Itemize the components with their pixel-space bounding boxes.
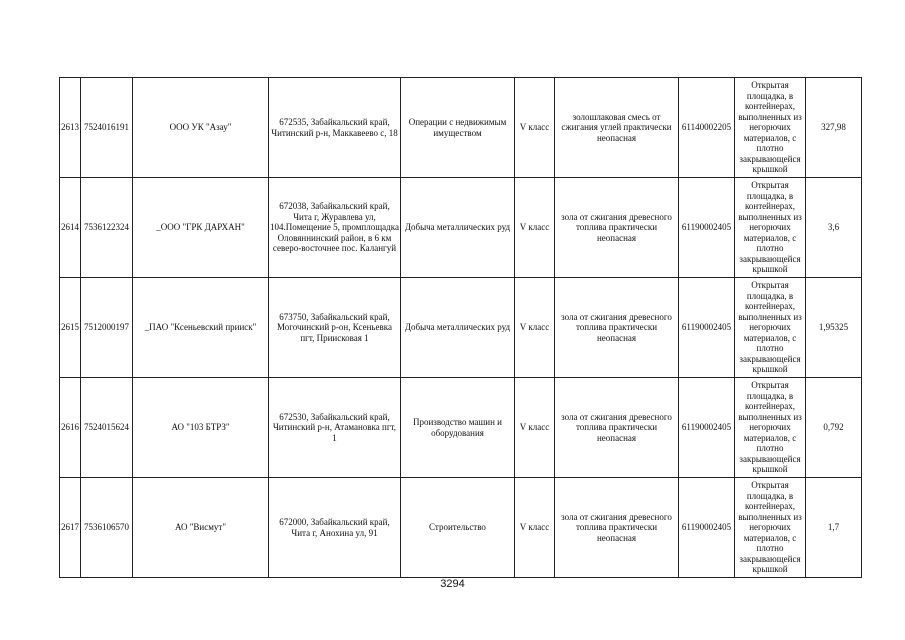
waste-code-cell: 61140002205: [679, 78, 735, 178]
activity-cell: Строительство: [401, 478, 515, 578]
table-row: [60, 378, 862, 478]
hazard-class-cell: V класс: [515, 278, 555, 378]
waste-code-cell: 61190002405: [679, 478, 735, 578]
waste-code-cell: 61190002405: [679, 178, 735, 278]
waste-name-cell: зола от сжигания древесного топлива практически неопасная: [555, 178, 679, 278]
waste-name-cell: зола от сжигания древесного топлива практически неопасная: [555, 278, 679, 378]
hazard-class-cell: V класс: [515, 378, 555, 478]
quantity-cell: 1,95325: [806, 278, 862, 378]
storage-method-cell: Открытая площадка, в контейнерах, выполненных из негорючих материалов, с плотно закрывающейся крышкой: [735, 378, 806, 478]
quantity-cell: 0,792: [806, 378, 862, 478]
storage-method-cell: Открытая площадка, в контейнерах, выполненных из негорючих материалов, с плотно закрывающейся крышкой: [735, 278, 806, 378]
inn-cell: 7524015624: [81, 378, 133, 478]
activity-cell: Операции с недвижимым имуществом: [401, 78, 515, 178]
storage-method-cell: Открытая площадка, в контейнерах, выполненных из негорючих материалов, с плотно закрывающейся крышкой: [735, 78, 806, 178]
waste-name-cell: зола от сжигания древесного топлива практически неопасная: [555, 478, 679, 578]
address-cell: 672530, Забайкальский край, Читинский р-н, Атамановка пгт, 1: [269, 378, 401, 478]
page-number: 3294: [440, 578, 465, 590]
activity-cell: Производство машин и оборудования: [401, 378, 515, 478]
table-row: [60, 478, 862, 578]
organization-cell: АО "103 БТРЗ": [133, 378, 269, 478]
activity-cell: Добыча металлических руд: [401, 278, 515, 378]
quantity-cell: 3,6: [806, 178, 862, 278]
inn-cell: 7524016191: [81, 78, 133, 178]
storage-method-cell: Открытая площадка, в контейнерах, выполненных из негорючих материалов, с плотно закрывающейся крышкой: [735, 478, 806, 578]
storage-method-cell: Открытая площадка, в контейнерах, выполненных из негорючих материалов, с плотно закрывающейся крышкой: [735, 178, 806, 278]
address-cell: 673750, Забайкальский край, Могочинский р-он, Ксеньевка пгт, Приисковая 1: [269, 278, 401, 378]
hazard-class-cell: V класс: [515, 178, 555, 278]
waste-name-cell: зола от сжигания древесного топлива практически неопасная: [555, 378, 679, 478]
hazard-class-cell: V класс: [515, 478, 555, 578]
inn-cell: 7536122324: [81, 178, 133, 278]
registry-table: [59, 77, 862, 578]
inn-cell: 7536106570: [81, 478, 133, 578]
table-row: [60, 178, 862, 278]
row-number: 2616: [60, 378, 81, 478]
row-number: 2614: [60, 178, 81, 278]
hazard-class-cell: V класс: [515, 78, 555, 178]
row-number: 2615: [60, 278, 81, 378]
activity-cell: Добыча металлических руд: [401, 178, 515, 278]
organization-cell: _ООО "ГРК ДАРХАН": [133, 178, 269, 278]
row-number: 2613: [60, 78, 81, 178]
waste-code-cell: 61190002405: [679, 378, 735, 478]
organization-cell: ООО УК "Азау": [133, 78, 269, 178]
organization-cell: АО "Висмут": [133, 478, 269, 578]
inn-cell: 7512000197: [81, 278, 133, 378]
waste-code-cell: 61190002405: [679, 278, 735, 378]
quantity-cell: 327,98: [806, 78, 862, 178]
row-number: 2617: [60, 478, 81, 578]
table-row: [60, 78, 862, 178]
address-cell: 672535, Забайкальский край, Читинский р-н, Маккавеево с, 18: [269, 78, 401, 178]
address-cell: 672038, Забайкальский край, Чита г, Журавлева ул, 104.Помещение 5, промплощадка Оловяннинский район, в 6 км северо-восточнее пос. Калангуй: [269, 178, 401, 278]
organization-cell: _ПАО "Ксеньевский прииск": [133, 278, 269, 378]
table-row: [60, 278, 862, 378]
address-cell: 672000, Забайкальский край, Чита г, Анохина ул, 91: [269, 478, 401, 578]
quantity-cell: 1,7: [806, 478, 862, 578]
waste-name-cell: золошлаковая смесь от сжигания углей практически неопасная: [555, 78, 679, 178]
